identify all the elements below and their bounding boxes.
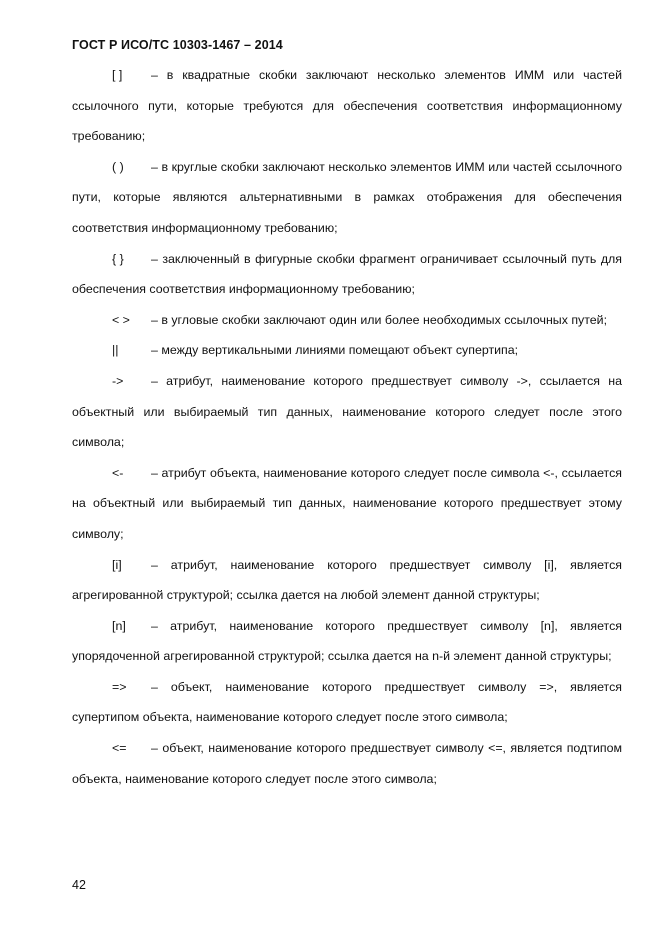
page-number: 42 [72,878,86,892]
definition-entry [72,672,622,733]
definition-symbol: [ ] [112,68,123,82]
definition-entry [72,244,622,305]
definition-symbol: <= [112,741,127,756]
definition-text: – в квадратные скобки заключают несколько элементов ИММ или частей ссылочного пути, которые требуются для обеспечения соответствия информационному требованию; [72,68,622,144]
definition-text: – заключенный в фигурные скобки фрагмент ограничивает ссылочный путь для обеспечения соответствия информационному требованию; [72,251,622,297]
definition-symbol: => [112,679,127,694]
document-header: ГОСТ Р ИСО/ТС 10303-1467 – 2014 [72,38,283,52]
definition-text: – в круглые скобки заключают несколько элементов ИММ или частей ссылочного пути, которые являются альтернативными в рамках отображения для обеспечения соответствия информационному требованию; [72,159,622,235]
definition-text: – в угловые скобки заключают один или более необходимых ссылочных путей; [151,312,608,327]
definition-entry [72,366,622,458]
definition-text: – объект, наименование которого предшествует символу <=, является подтипом объекта, наименование которого следует после этого символа; [72,741,622,786]
definition-entry [72,550,622,611]
definition-text: – объект, наименование которого предшествует символу =>, является супертипом объекта, наименование которого следует после этого символа; [72,679,622,725]
definition-symbol: [i] [112,557,122,572]
definition-entry [72,733,622,794]
definition-entry [72,305,622,336]
definitions-list [72,60,622,794]
definition-symbol: ( ) [112,159,124,174]
definition-text: – атрибут объекта, наименование которого следует после символа <-, ссылается на объектный или выбираемый тип данных, наименование которого предшествует этому символу; [72,465,622,541]
definition-text: – атрибут, наименование которого предшествует символу ->, ссылается на объектный или выбираемый тип данных, наименование которого следует после этого символа; [72,373,622,450]
definition-symbol: || [112,343,119,358]
definition-entry [72,611,622,672]
definition-entry [72,60,622,152]
definition-symbol: <- [112,465,124,480]
definition-symbol: < > [112,312,130,327]
definition-symbol: { } [112,251,124,266]
definition-entry [72,152,622,244]
definition-entry [72,335,622,366]
definition-symbol: -> [112,373,124,388]
definition-text: – атрибут, наименование которого предшествует символу [n], является упорядоченной агрегированной структурой; ссылка дается на n-й элемент данной структуры; [72,618,622,664]
definition-entry [72,458,622,550]
definition-text: – атрибут, наименование которого предшествует символу [i], является агрегированной структурой; ссылка дается на любой элемент данной структуры; [72,557,622,603]
definition-symbol: [n] [112,618,126,633]
definition-text: – между вертикальными линиями помещают объект супертипа; [151,343,519,358]
